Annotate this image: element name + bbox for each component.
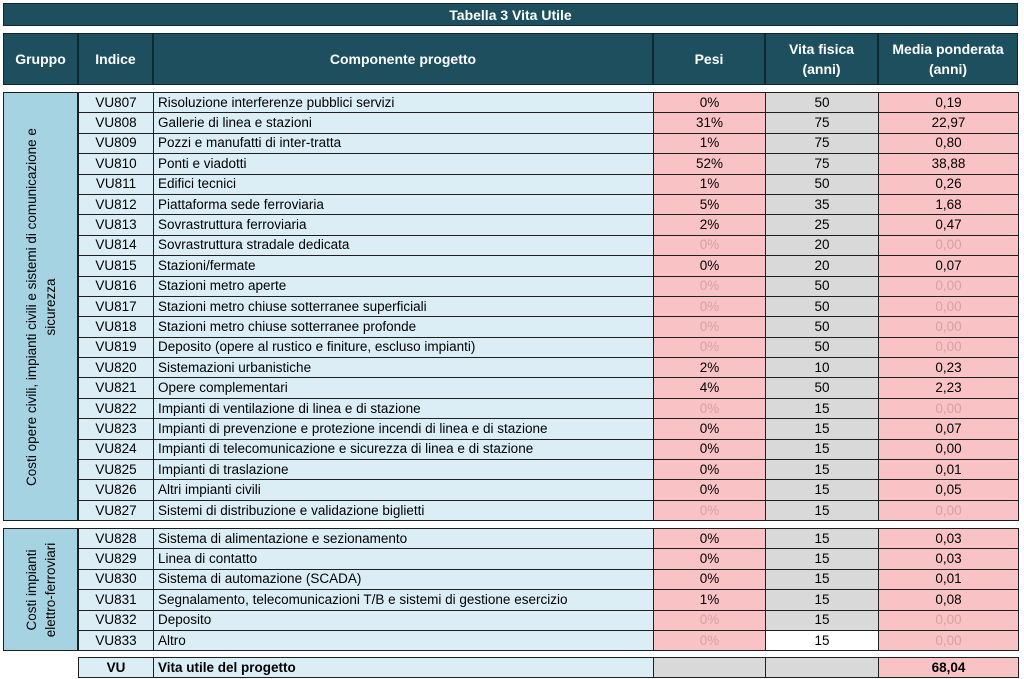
footer-pesi-empty	[654, 658, 766, 678]
cell-pesi: 0%	[654, 93, 766, 113]
table-row	[79, 439, 1019, 459]
cell-vita-fisica: 20	[766, 256, 879, 276]
cell-indice: VU821	[79, 378, 154, 398]
cell-indice: VU832	[79, 610, 154, 630]
cell-pesi: 0%	[654, 256, 766, 276]
cell-vita-fisica: 75	[766, 154, 879, 174]
cell-pesi: 1%	[654, 590, 766, 610]
cell-indice: VU819	[79, 337, 154, 357]
group-table-impianti-elettro	[78, 528, 1019, 651]
cell-media-ponderata: 0,01	[879, 569, 1019, 589]
cell-pesi: 0%	[654, 610, 766, 630]
group-label-text	[22, 128, 60, 486]
cell-componente: Opere complementari	[154, 378, 654, 398]
cell-media-ponderata: 0,07	[879, 256, 1019, 276]
header-componente-label: Componente progetto	[329, 51, 477, 67]
group-rows	[79, 93, 1019, 521]
cell-pesi: 0%	[654, 296, 766, 316]
table-row	[79, 378, 1019, 398]
header-media-line1: Media ponderata	[892, 41, 1004, 57]
table-row	[79, 529, 1019, 549]
cell-componente: Edifici tecnici	[154, 174, 654, 194]
cell-componente: Sovrastruttura ferroviaria	[154, 215, 654, 235]
table-row	[79, 398, 1019, 418]
cell-componente: Sistemi di distribuzione e validazione biglietti	[154, 500, 654, 520]
cell-vita-fisica: 75	[766, 113, 879, 133]
cell-media-ponderata: 0,19	[879, 93, 1019, 113]
group-table-opere-civili	[78, 92, 1019, 521]
footer-media: 68,04	[879, 658, 1019, 678]
cell-media-ponderata: 0,00	[879, 439, 1019, 459]
cell-pesi: 0%	[654, 317, 766, 337]
cell-pesi: 0%	[654, 235, 766, 255]
cell-indice: VU817	[79, 296, 154, 316]
table-row	[79, 113, 1019, 133]
header-pesi-label: Pesi	[694, 51, 724, 67]
cell-vita-fisica: 50	[766, 93, 879, 113]
cell-componente: Stazioni metro aperte	[154, 276, 654, 296]
table-row	[79, 317, 1019, 337]
footer-table	[78, 657, 1019, 678]
group-label-line1: Costi opere civili, impianti civili e sistemi di comunicazione e	[23, 127, 39, 486]
cell-pesi: 1%	[654, 174, 766, 194]
cell-media-ponderata: 0,23	[879, 358, 1019, 378]
header-vita-line2: (anni)	[802, 61, 841, 77]
cell-media-ponderata: 22,97	[879, 113, 1019, 133]
cell-vita-fisica: 15	[766, 439, 879, 459]
table-row	[79, 480, 1019, 500]
cell-pesi: 2%	[654, 358, 766, 378]
cell-indice: VU824	[79, 439, 154, 459]
cell-media-ponderata: 0,80	[879, 133, 1019, 153]
cell-indice: VU822	[79, 398, 154, 418]
cell-pesi: 0%	[654, 569, 766, 589]
cell-media-ponderata: 0,03	[879, 549, 1019, 569]
cell-componente: Impianti di prevenzione e protezione incendi di linea e di stazione	[154, 419, 654, 439]
cell-indice: VU808	[79, 113, 154, 133]
cell-componente: Impianti di ventilazione di linea e di stazione	[154, 398, 654, 418]
cell-pesi: 4%	[654, 378, 766, 398]
table-row	[79, 215, 1019, 235]
cell-componente: Ponti e viadotti	[154, 154, 654, 174]
table-row	[79, 549, 1019, 569]
table-row	[79, 93, 1019, 113]
cell-vita-fisica: 15	[766, 630, 879, 650]
cell-componente: Segnalamento, telecomunicazioni T/B e sistemi di gestione esercizio	[154, 590, 654, 610]
cell-pesi: 0%	[654, 500, 766, 520]
cell-pesi: 2%	[654, 215, 766, 235]
cell-vita-fisica: 15	[766, 569, 879, 589]
cell-media-ponderata: 0,00	[879, 630, 1019, 650]
cell-pesi: 0%	[654, 529, 766, 549]
cell-componente: Stazioni metro chiuse sotterranee profonde	[154, 317, 654, 337]
cell-pesi: 0%	[654, 439, 766, 459]
cell-vita-fisica: 50	[766, 378, 879, 398]
table-row	[79, 590, 1019, 610]
group-label-line2: elettro-ferroviari	[42, 542, 58, 637]
cell-componente: Sistema di automazione (SCADA)	[154, 569, 654, 589]
cell-componente: Sovrastruttura stradale dedicata	[154, 235, 654, 255]
cell-indice: VU809	[79, 133, 154, 153]
header-gruppo-label: Gruppo	[15, 51, 66, 67]
cell-vita-fisica: 50	[766, 296, 879, 316]
cell-vita-fisica: 10	[766, 358, 879, 378]
cell-vita-fisica: 15	[766, 500, 879, 520]
cell-media-ponderata: 1,68	[879, 194, 1019, 214]
cell-media-ponderata: 0,07	[879, 419, 1019, 439]
footer-indice: VU	[79, 658, 154, 678]
cell-indice: VU827	[79, 500, 154, 520]
cell-vita-fisica: 15	[766, 610, 879, 630]
cell-indice: VU826	[79, 480, 154, 500]
table-row	[79, 419, 1019, 439]
cell-vita-fisica: 15	[766, 398, 879, 418]
cell-media-ponderata: 0,00	[879, 235, 1019, 255]
cell-pesi: 0%	[654, 630, 766, 650]
footer-row	[79, 658, 1019, 678]
cell-vita-fisica: 15	[766, 419, 879, 439]
cell-componente: Piattaforma sede ferroviaria	[154, 194, 654, 214]
cell-pesi: 31%	[654, 113, 766, 133]
table-row	[79, 358, 1019, 378]
header-media-line2: (anni)	[928, 61, 968, 77]
cell-vita-fisica: 50	[766, 317, 879, 337]
header-pesi	[653, 33, 765, 85]
cell-vita-fisica: 20	[766, 235, 879, 255]
cell-componente: Impianti di traslazione	[154, 460, 654, 480]
cell-indice: VU823	[79, 419, 154, 439]
cell-pesi: 1%	[654, 133, 766, 153]
cell-pesi: 0%	[654, 419, 766, 439]
cell-vita-fisica: 75	[766, 133, 879, 153]
table-row	[79, 154, 1019, 174]
cell-media-ponderata: 0,00	[879, 398, 1019, 418]
table-row	[79, 610, 1019, 630]
group-rows	[79, 529, 1019, 651]
cell-indice: VU813	[79, 215, 154, 235]
cell-indice: VU814	[79, 235, 154, 255]
cell-indice: VU812	[79, 194, 154, 214]
cell-media-ponderata: 0,47	[879, 215, 1019, 235]
cell-pesi: 0%	[654, 398, 766, 418]
cell-componente: Risoluzione interferenze pubblici servizi	[154, 93, 654, 113]
table-row	[79, 235, 1019, 255]
cell-vita-fisica: 15	[766, 460, 879, 480]
table-row	[79, 337, 1019, 357]
cell-indice: VU831	[79, 590, 154, 610]
cell-media-ponderata: 0,00	[879, 610, 1019, 630]
cell-indice: VU811	[79, 174, 154, 194]
cell-vita-fisica: 15	[766, 529, 879, 549]
cell-indice: VU807	[79, 93, 154, 113]
cell-componente: Sistemazioni urbanistiche	[154, 358, 654, 378]
cell-media-ponderata: 0,03	[879, 529, 1019, 549]
cell-indice: VU810	[79, 154, 154, 174]
cell-componente: Stazioni/fermate	[154, 256, 654, 276]
cell-pesi: 0%	[654, 480, 766, 500]
cell-media-ponderata: 0,00	[879, 276, 1019, 296]
cell-media-ponderata: 38,88	[879, 154, 1019, 174]
cell-indice: VU820	[79, 358, 154, 378]
cell-media-ponderata: 2,23	[879, 378, 1019, 398]
cell-media-ponderata: 0,00	[879, 296, 1019, 316]
cell-pesi: 0%	[654, 276, 766, 296]
table-row	[79, 174, 1019, 194]
table-row	[79, 133, 1019, 153]
cell-pesi: 52%	[654, 154, 766, 174]
cell-componente: Sistema di alimentazione e sezionamento	[154, 529, 654, 549]
cell-componente: Deposito	[154, 610, 654, 630]
cell-vita-fisica: 15	[766, 480, 879, 500]
header-vita-fisica	[765, 33, 878, 85]
table-row	[79, 194, 1019, 214]
cell-indice: VU816	[79, 276, 154, 296]
table-row	[79, 630, 1019, 650]
group-label-opere-civili	[3, 92, 78, 521]
cell-indice: VU830	[79, 569, 154, 589]
cell-componente: Pozzi e manufatti di inter-tratta	[154, 133, 654, 153]
cell-pesi: 5%	[654, 194, 766, 214]
cell-indice: VU829	[79, 549, 154, 569]
cell-vita-fisica: 35	[766, 194, 879, 214]
table-row	[79, 500, 1019, 520]
cell-media-ponderata: 0,26	[879, 174, 1019, 194]
header-gruppo	[3, 33, 78, 85]
cell-vita-fisica: 25	[766, 215, 879, 235]
group-label-impianti-elettro	[3, 528, 78, 651]
cell-componente: Gallerie di linea e stazioni	[154, 113, 654, 133]
cell-media-ponderata: 0,00	[879, 317, 1019, 337]
footer-vita-empty	[766, 658, 879, 678]
cell-indice: VU825	[79, 460, 154, 480]
cell-vita-fisica: 50	[766, 337, 879, 357]
cell-componente: Altro	[154, 630, 654, 650]
table-row	[79, 460, 1019, 480]
group-label-line2: sicurezza	[42, 277, 58, 336]
cell-pesi: 0%	[654, 549, 766, 569]
header-indice	[78, 33, 153, 85]
cell-indice: VU833	[79, 630, 154, 650]
cell-pesi: 0%	[654, 460, 766, 480]
table-row	[79, 256, 1019, 276]
group-label-text	[22, 542, 60, 637]
cell-componente: Stazioni metro chiuse sotterranee superficiali	[154, 296, 654, 316]
cell-componente: Deposito (opere al rustico e finiture, escluso impianti)	[154, 337, 654, 357]
cell-vita-fisica: 50	[766, 276, 879, 296]
cell-media-ponderata: 0,01	[879, 460, 1019, 480]
cell-indice: VU828	[79, 529, 154, 549]
cell-media-ponderata: 0,05	[879, 480, 1019, 500]
table-row	[79, 296, 1019, 316]
footer-componente: Vita utile del progetto	[154, 658, 654, 678]
cell-media-ponderata: 0,00	[879, 337, 1019, 357]
group-label-line1: Costi impianti	[23, 548, 39, 631]
cell-componente: Impianti di telecomunicazione e sicurezza di linea e di stazione	[154, 439, 654, 459]
table-title: Tabella 3 Vita Utile	[3, 3, 1018, 26]
cell-indice: VU815	[79, 256, 154, 276]
header-media-ponderata	[878, 33, 1018, 85]
header-componente	[153, 33, 653, 85]
cell-componente: Altri impianti civili	[154, 480, 654, 500]
cell-componente: Linea di contatto	[154, 549, 654, 569]
cell-vita-fisica: 15	[766, 590, 879, 610]
header-indice-label: Indice	[95, 51, 136, 67]
table-row	[79, 569, 1019, 589]
cell-pesi: 0%	[654, 337, 766, 357]
cell-vita-fisica: 15	[766, 549, 879, 569]
table-row	[79, 276, 1019, 296]
cell-indice: VU818	[79, 317, 154, 337]
header-vita-line1: Vita fisica	[788, 41, 855, 57]
cell-vita-fisica: 50	[766, 174, 879, 194]
cell-media-ponderata: 0,00	[879, 500, 1019, 520]
cell-media-ponderata: 0,08	[879, 590, 1019, 610]
